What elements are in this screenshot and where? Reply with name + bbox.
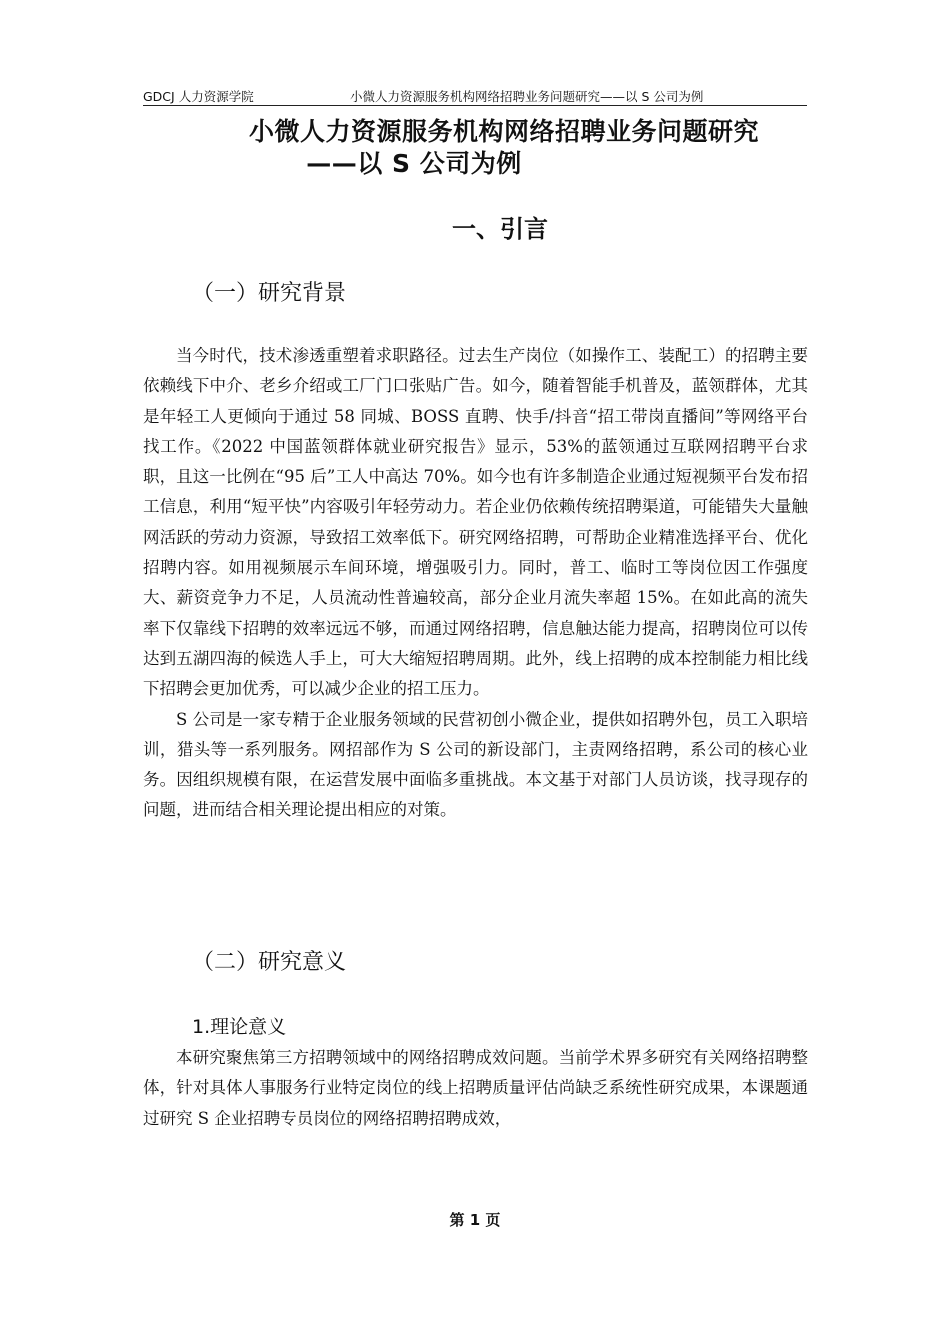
- background-text: [143, 341, 808, 826]
- paragraph: 本研究聚焦第三方招聘领域中的网络招聘成效问题。当前学术界多研究有关网络招聘整体，针对具体人事服务行业特定岗位的线上招聘质量评估尚缺乏系统性研究成果，本课题通过研究 S 企业招聘专员岗位的网络招聘招聘成效，: [143, 1048, 808, 1128]
- section-heading-introduction: 一、引言: [452, 215, 548, 243]
- header-paper-title: 小微人力资源服务机构网络招聘业务问题研究——以 S 公司为例: [350, 89, 704, 104]
- paragraph: S 公司是一家专精于企业服务领域的民营初创小微企业，提供如招聘外包，员工入职培训，猎头等一系列服务。网招部作为 S 公司的新设部门，主责网络招聘，系公司的核心业务。因组织规模有限，在运营发展中面临多重挑战。本文基于对部门人员访谈，找寻现存的问题，进而结合相关理论提出相应的对策。: [143, 709, 808, 820]
- paragraph: 当今时代，技术渗透重塑着求职路径。过去生产岗位（如操作工、装配工）的招聘主要依赖线下中介、老乡介绍或工厂门口张贴广告。如今，随着智能手机普及，蓝领群体，尤其是年轻工人更倾向于通过 58 同城、BOSS 直聘、快手/抖音“招工带岗直播间”等网络平台找工作。《2022 中国蓝领群体就业研究报告》显示，53%的蓝领通过互联网招聘平台求职，且这一比例在“95 后”工人中高达 70%。如今也有许多制造企业通过短视频平台发布招工信息，利用“短平快”内容吸引年轻劳动力。若企业仍依赖传统招聘渠道，可能错失大量触网活跃的劳动力资源，导致招工效率低下。研究网络招聘，可帮助企业精准选择平台、优化招聘内容。如用视频展示车间环境，增强吸引力。同时，普工、临时工等岗位因工作强度大、薪资竞争力不足，人员流动性普遍较高，部分企业月流失率超 15%。在如此高的流失率下仅靠线下招聘的效率远远不够，而通过网络招聘，信息触达能力提高，招聘岗位可以传达到五湖四海的候选人手上，可大大缩短招聘周期。此外，线上招聘的成本控制能力相比线下招聘会更加优秀，可以减少企业的招工压力。: [143, 346, 808, 699]
- running-header: [143, 88, 807, 106]
- theoretical-text: [143, 1043, 808, 1134]
- paper-title: [143, 116, 865, 180]
- subsection-heading-background: （一）研究背景: [192, 281, 347, 306]
- subsection-heading-significance: （二）研究意义: [192, 950, 347, 975]
- header-institution: GDCJ 人力资源学院: [143, 89, 254, 104]
- paper-title-main: 小微人力资源服务机构网络招聘业务问题研究: [248, 117, 759, 146]
- page-number: 第 1 页: [449, 1211, 501, 1229]
- paper-title-sub: ——以 S 公司为例: [306, 149, 522, 178]
- item-heading-theoretical: 1.理论意义: [192, 1016, 287, 1038]
